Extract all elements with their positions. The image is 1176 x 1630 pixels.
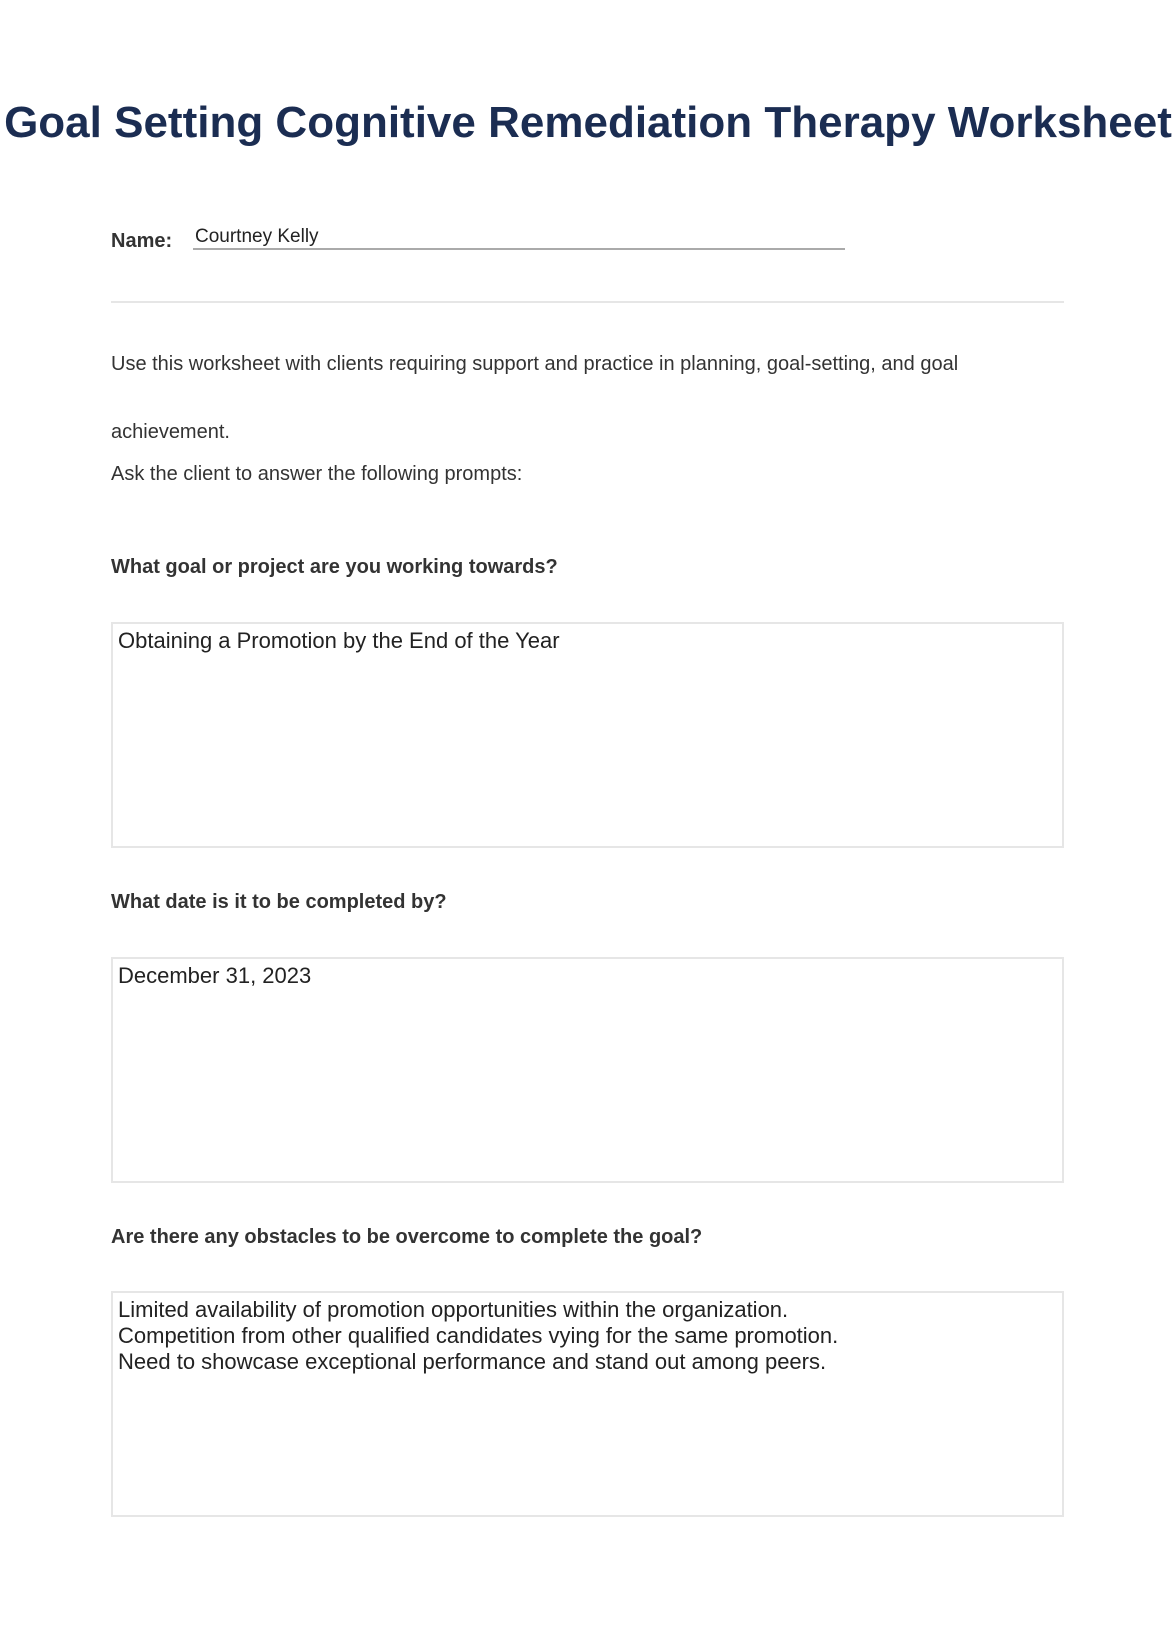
answer-line: Obtaining a Promotion by the End of the Year: [118, 628, 560, 653]
intro-text-line3: Ask the client to answer the following prompts:: [111, 463, 523, 485]
divider: [111, 301, 1064, 303]
name-label: Name:: [111, 230, 173, 252]
answer-obstacles-field[interactable]: [111, 1291, 1064, 1517]
answer-date-field[interactable]: [111, 957, 1064, 1183]
answer-line: Competition from other qualified candidates vying for the same promotion.: [118, 1323, 839, 1348]
question-goal: What goal or project are you working towards?: [111, 556, 558, 578]
page-title: Goal Setting Cognitive Remediation Therapy Worksheet: [4, 98, 1172, 147]
question-obstacles: Are there any obstacles to be overcome to complete the goal?: [111, 1226, 703, 1248]
name-field[interactable]: Courtney Kelly: [193, 226, 845, 250]
question-date: What date is it to be completed by?: [111, 891, 447, 913]
answer-goal-field[interactable]: [111, 622, 1064, 848]
answer-line: Need to showcase exceptional performance and stand out among peers.: [118, 1349, 827, 1374]
intro-text-line2: achievement.: [111, 421, 230, 443]
answer-line: Limited availability of promotion opportunities within the organization.: [118, 1297, 789, 1322]
answer-line: December 31, 2023: [118, 963, 312, 988]
intro-text-line1: Use this worksheet with clients requiring support and practice in planning, goal-setting, and goal: [111, 353, 959, 375]
